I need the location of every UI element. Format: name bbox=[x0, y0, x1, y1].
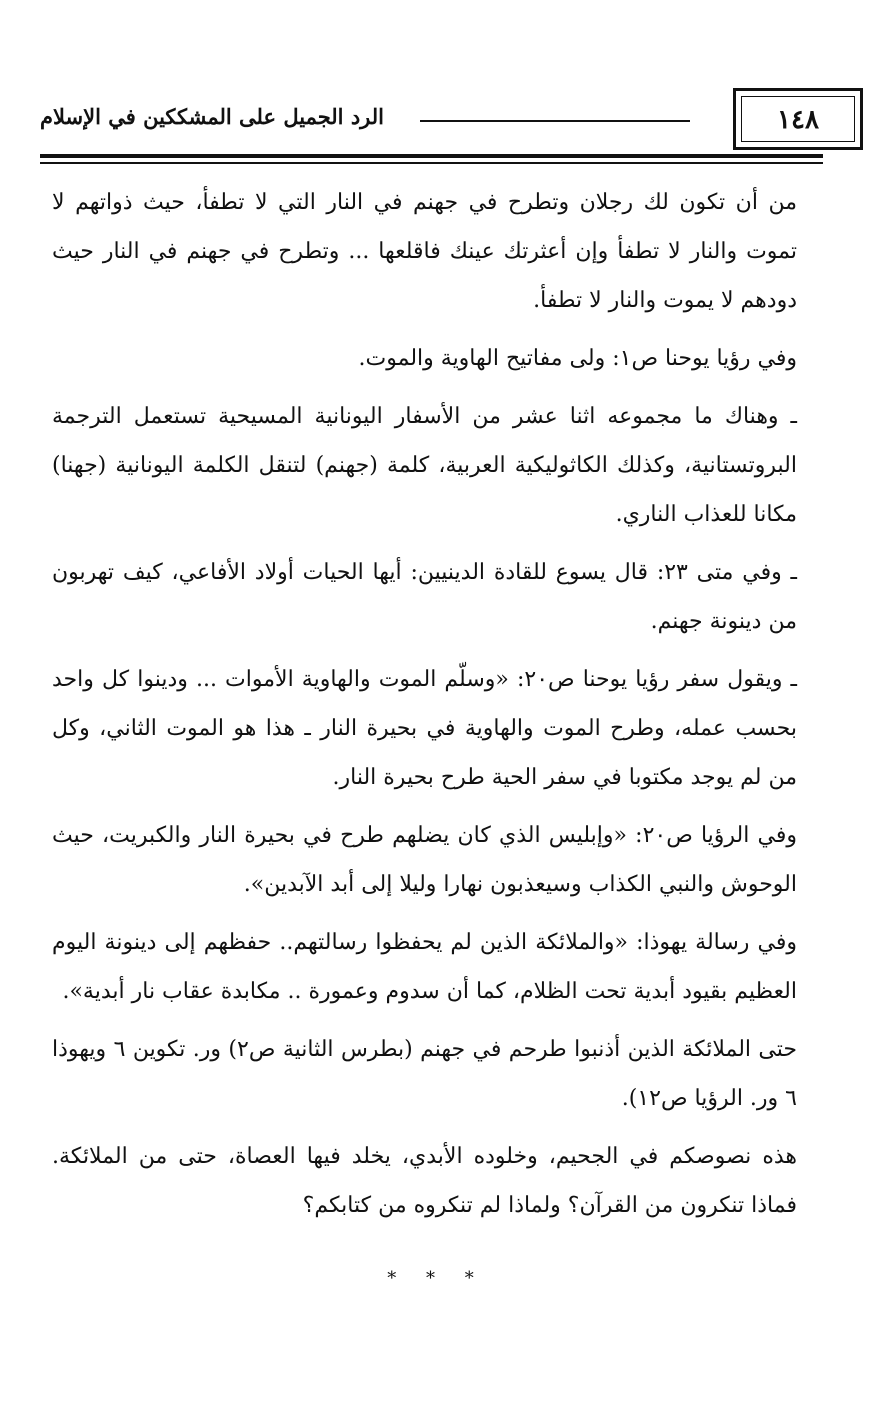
page-number-box bbox=[733, 88, 863, 150]
section-separator: * * * bbox=[387, 1268, 486, 1289]
paragraph: وفي الرؤيا ص٢٠: «وإبليس الذي كان يضلهم طرح في بحيرة النار والكبريت، حيث الوحوش والنبي الكذاب وسيعذبون نهارا وليلا إلى أبد الآبدين». bbox=[52, 823, 797, 897]
paragraph: ـ ويقول سفر رؤيا يوحنا ص٢٠: «وسلّم الموت والهاوية الأموات ... ودينوا كل واحد بحسب عمله، وطرح الموت والهاوية في بحيرة النار ـ هذا هو الموت الثاني، وكل من لم يوجد مكتوبا في سفر الحية طرح بحيرة النار. bbox=[52, 667, 797, 790]
paragraph: ـ وهناك ما مجموعه اثنا عشر من الأسفار اليونانية المسيحية تستعمل الترجمة البروتستانية، وكذلك الكاثوليكية العربية، كلمة (جهنم) لتنقل الكلمة اليونانية (جهنا) مكانا للعذاب الناري. bbox=[52, 404, 797, 527]
page-header bbox=[40, 88, 823, 154]
paragraph: حتى الملائكة الذين أذنبوا طرحم في جهنم (بطرس الثانية ص٢) ور. تكوين ٦ ويهوذا ٦ ور. الرؤيا ص١٢). bbox=[52, 1037, 798, 1111]
paragraph: وفي رسالة يهوذا: «والملائكة الذين لم يحفظوا رسالتهم.. حفظهم إلى دينونة اليوم العظيم بقيود أبدية تحت الظلام، كما أن سدوم وعمورة .. مكابدة عقاب نار أبدية». bbox=[52, 930, 797, 1004]
paragraph: هذه نصوصكم في الجحيم، وخلوده الأبدي، يخلد فيها العصاة، حتى من الملائكة. فماذا تنكرون من القرآن؟ ولماذا لم تنكروه من كتابكم؟ bbox=[52, 1144, 797, 1218]
header-rule-thick bbox=[40, 154, 823, 158]
paragraph: من أن تكون لك رجلان وتطرح في جهنم في النار التي لا تطفأ، حيث ذواتهم لا تموت والنار لا تطفأ وإن أعثرتك عينك فاقلعها ... وتطرح في جهنم في النار حيث دودهم لا يموت والنار لا تطفأ. bbox=[52, 190, 798, 313]
paragraph: ـ وفي متى ٢٣: قال يسوع للقادة الدينيين: أيها الحيات أولاد الأفاعي، كيف تهربون من دينونة جهنم. bbox=[52, 560, 797, 634]
paragraph: وفي رؤيا يوحنا ص١: ولى مفاتيح الهاوية والموت. bbox=[358, 346, 797, 371]
page-number: ١٤٨ bbox=[777, 105, 819, 135]
header-line bbox=[420, 120, 690, 122]
body-text bbox=[52, 178, 797, 1239]
running-title: الرد الجميل على المشككين في الإسلام bbox=[40, 104, 384, 129]
header-rule-thin bbox=[40, 162, 823, 164]
